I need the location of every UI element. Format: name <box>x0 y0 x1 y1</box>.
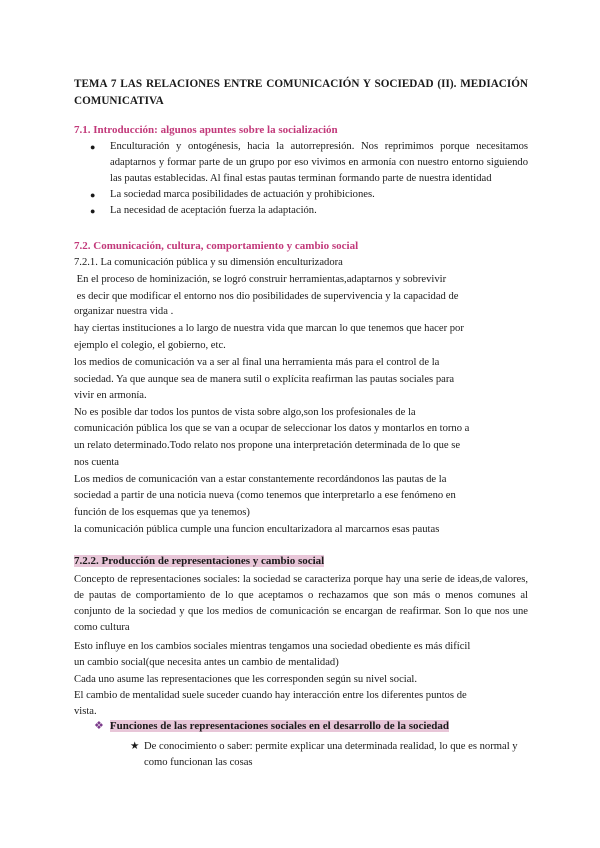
functions-heading-text: Funciones de las representaciones sociales en el desarrollo de la sociedad <box>109 720 450 732</box>
text-line: vista. <box>74 706 97 717</box>
text-line: nos cuenta <box>74 457 120 468</box>
section-7-1-heading: 7.1. Introducción: algunos apuntes sobre la socialización <box>74 124 338 136</box>
list-item <box>130 739 528 771</box>
text-line: es decir que modificar el entorno nos dio posibilidades de supervivencia y la capacidad de <box>74 291 459 302</box>
list-item: ● Enculturación y ontogénesis, hacia la autorrepresión. Nos reprimimos porque necesitamos adaptarnos y formar parte de un grupo por eso vivimos en armonía con nuestro entorno siguiendo las pautas establecidas. Al final estas pautas terminan formando parte de nuestra identidad <box>90 141 528 184</box>
text-line: un cambio social(que necesita antes un cambio de mentalidad) <box>74 657 339 668</box>
text-line: El cambio de mentalidad suele suceder cuando hay interacción entre los diferentes puntos de <box>74 690 467 701</box>
bullet-icon: ● <box>90 190 96 200</box>
text-line: hay ciertas instituciones a lo largo de nuestra vida que marcan lo que tenemos que hacer por <box>74 323 464 334</box>
section-7-2-2-heading <box>74 554 324 569</box>
section-7-2-heading: 7.2. Comunicación, cultura, comportamiento y cambio social <box>74 240 359 252</box>
text-line: sociedad a partir de una noticia nueva (como tenemos que interpretarlo a ese fenómeno en <box>74 490 456 501</box>
text-line: organizar nuestra vida . <box>74 306 174 317</box>
text-line: función de los esquemas que ya tenemos) <box>74 507 250 518</box>
text-line: ejemplo el colegio, el gobierno, etc. <box>74 340 226 351</box>
diamond-icon: ❖ <box>94 720 104 732</box>
text-line: En el proceso de hominización, se logró construir herramientas,adaptarnos y sobrevivir <box>74 274 447 285</box>
text-line: sociedad. Ya que aunque sea de manera sutil o explícita reafirman las pautas sociales para <box>74 374 455 385</box>
text-line: la comunicación pública cumple una funcion encultarizadora al marcarnos esas pautas <box>74 524 440 535</box>
text-line: vivir en armonía. <box>74 390 147 401</box>
text-line: No es posible dar todos los puntos de vista sobre algo,son los profesionales de la <box>74 407 416 418</box>
text-line: Los medios de comunicación van a estar constantemente recordándonos las pautas de la <box>74 474 447 485</box>
functions-heading <box>94 719 449 734</box>
text-line: Cada uno asume las representaciones que les corresponden según su nivel social. <box>74 674 418 685</box>
star-icon: ★ <box>130 741 140 752</box>
highlighted-heading: 7.2.2. Producción de representaciones y cambio social <box>74 555 325 567</box>
functions-item-text: De conocimiento o saber: permite explicar una determinada realidad, lo que es normal y como funcionan las cosas <box>144 741 518 768</box>
bullet-icon: ● <box>90 206 96 216</box>
subsection-7-2-1-title: 7.2.1. La comunicación pública y su dimensión enculturizadora <box>74 257 343 268</box>
bullet-icon: ● <box>90 142 96 152</box>
text-line: un relato determinado.Todo relato nos propone una interpretación determinada de lo que se <box>74 440 461 451</box>
text-line: comunicación pública los que se van a ocupar de seleccionar los datos y montarlos en torno a <box>74 423 470 434</box>
list-item: ● La necesidad de aceptación fuerza la adaptación. <box>74 203 528 219</box>
list-item: ● La sociedad marca posibilidades de actuación y prohibiciones. <box>74 187 528 203</box>
representations-paragraph: Concepto de representaciones sociales: la sociedad se caracteriza porque hay una serie de ideas,de valores, de pautas de comportamiento de lo que aceptamos o rechazamos que son más o menos comunes al conjunto de la sociedad y que los medios de comunicación se encargan de reafirmar. Son lo que nos une como cultura <box>74 574 528 633</box>
page-title: TEMA 7 LAS RELACIONES ENTRE COMUNICACIÓN Y SOCIEDAD (II). MEDIACIÓN COMUNICATIVA <box>74 78 528 107</box>
section-7-1-bullet-list <box>74 139 528 219</box>
text-line: Esto influye en los cambios sociales mientras tengamos una sociedad obediente es más difícil <box>74 641 471 652</box>
text-line: los medios de comunicación va a ser al final una herramienta más para el control de la <box>74 357 440 368</box>
